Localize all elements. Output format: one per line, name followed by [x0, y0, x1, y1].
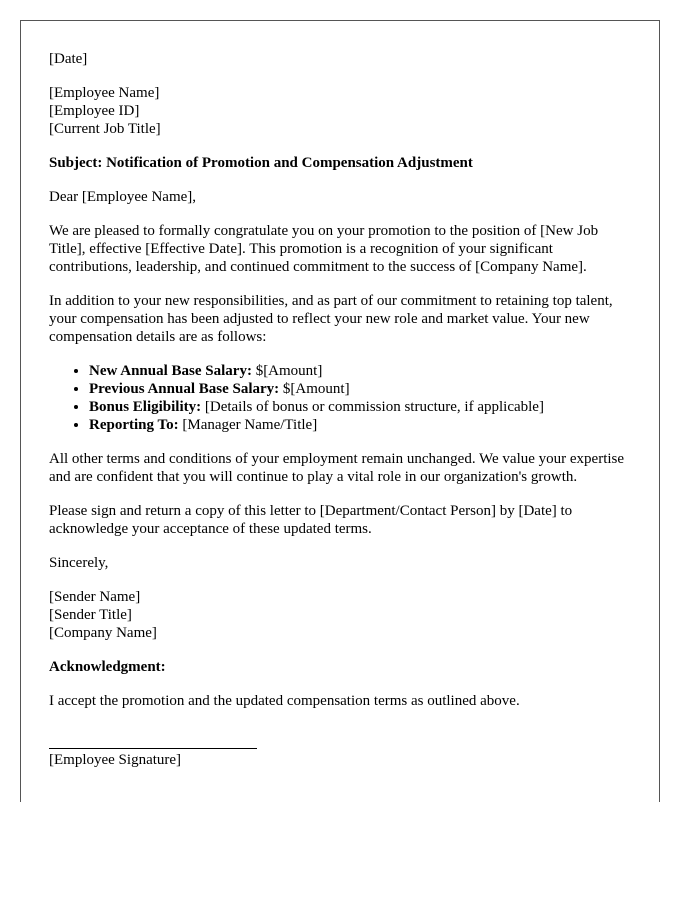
sender-title: [Sender Title]: [49, 607, 132, 623]
detail-item: [89, 398, 631, 416]
detail-value: $[Amount]: [251, 363, 323, 379]
sender-name: [Sender Name]: [49, 589, 141, 605]
letter-page: [20, 20, 660, 802]
paragraph-compensation: In addition to your new responsibilities, and as part of our commitment to retaining top talent, your compensation has been adjusted to reflect your new role and market value. Your new compensation details are as follows:: [49, 293, 613, 345]
recipient-id: [Employee ID]: [49, 103, 140, 119]
sender-block: [49, 588, 631, 642]
acknowledgment-text: I accept the promotion and the updated compensation terms as outlined above.: [49, 693, 520, 709]
paragraph-promotion: We are pleased to formally congratulate you on your promotion to the position of [New Job Title], effective [Effective Date]. This promotion is a recognition of your significant contributions, leadership, and continued commitment to the success of [Company Name].: [49, 223, 599, 275]
detail-key: Previous Annual Base Salary:: [89, 381, 280, 397]
recipient-block: [49, 84, 631, 138]
sender-company: [Company Name]: [49, 625, 157, 641]
detail-key: Reporting To:: [89, 417, 179, 433]
detail-item: [89, 362, 631, 380]
paragraph-terms: All other terms and conditions of your employment remain unchanged. We value your expertise and are confident that you will continue to play a vital role in our organization's growth.: [49, 451, 625, 485]
detail-key: New Annual Base Salary:: [89, 363, 252, 379]
detail-value: [Details of bonus or commission structure, if applicable]: [201, 399, 544, 415]
letter-closing: Sincerely,: [49, 555, 109, 571]
recipient-title: [Current Job Title]: [49, 121, 161, 137]
detail-value: [Manager Name/Title]: [178, 417, 318, 433]
detail-item: [89, 380, 631, 398]
acknowledgment-heading: Acknowledgment:: [49, 659, 166, 675]
detail-key: Bonus Eligibility:: [89, 399, 202, 415]
signature-line: [49, 726, 257, 749]
recipient-name: [Employee Name]: [49, 85, 160, 101]
paragraph-return-instructions: Please sign and return a copy of this letter to [Department/Contact Person] by [Date] to acknowledge your acceptance of these updated terms.: [49, 503, 573, 537]
letter-salutation: Dear [Employee Name],: [49, 189, 197, 205]
letter-subject: Subject: Notification of Promotion and Compensation Adjustment: [49, 155, 473, 171]
employee-signature-label: [Employee Signature]: [49, 752, 182, 768]
detail-value: $[Amount]: [279, 381, 350, 397]
letter-date: [Date]: [49, 51, 88, 67]
compensation-details-list: [49, 362, 631, 434]
detail-item: [89, 416, 631, 434]
